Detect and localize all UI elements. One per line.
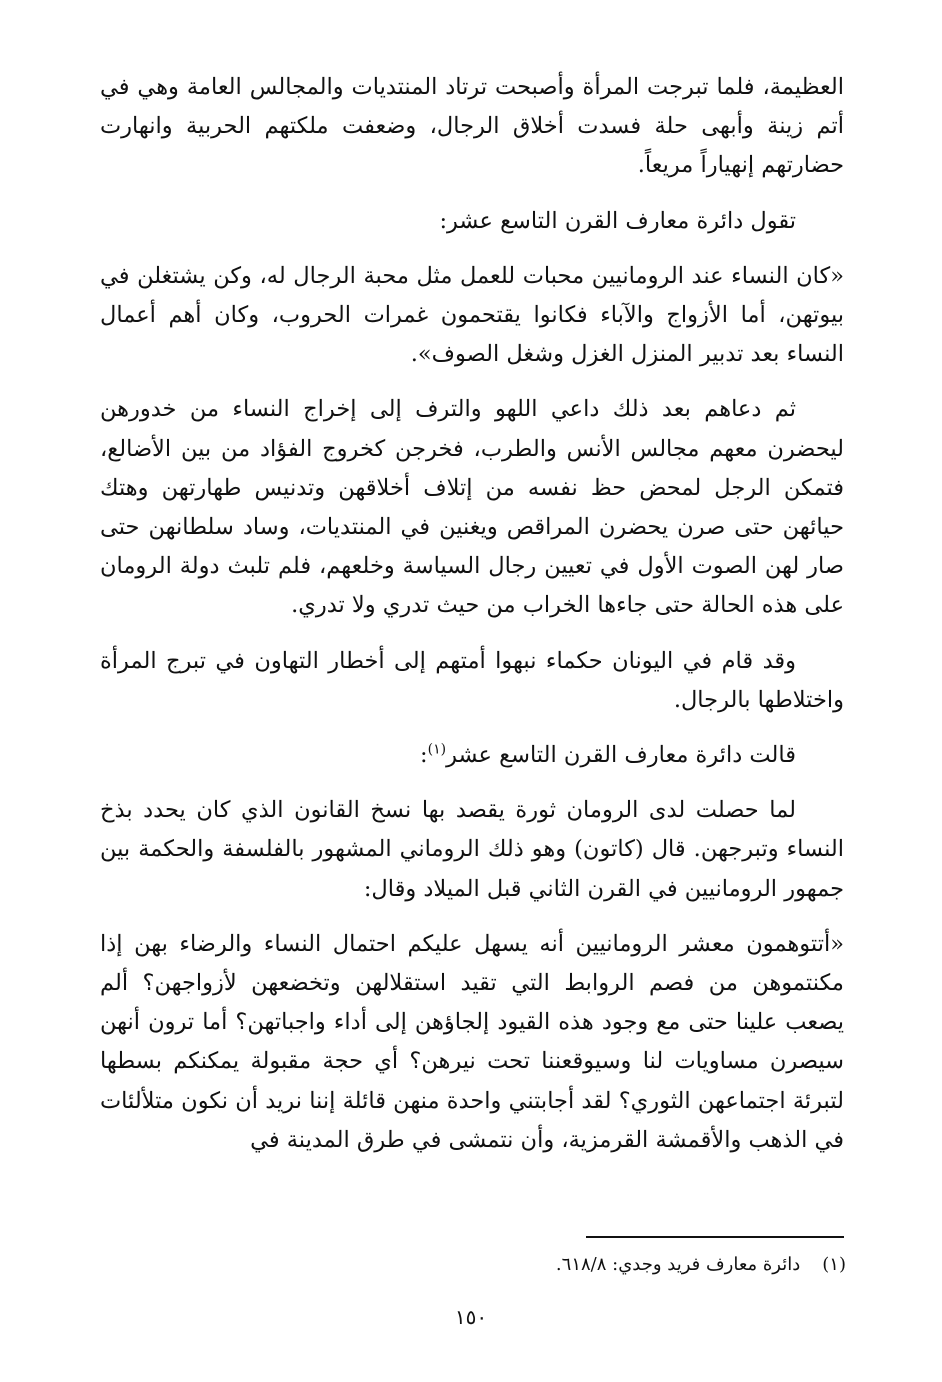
paragraph-8-quote: «أتتوهمون معشر الرومانيين أنه يسهل عليكم احتمال النساء والرضاء بهن إذا مكنتموهن من فصم الروابط التي تقيد استقلالهن وتخضعهن لأزواجهن؟ ألم يصعب علينا حتى مع وجود هذه القيود إلجاؤهن إلى أداء واجباتهن؟ أما ترون أنهن سيصرن مساويات لنا وسيوقعننا تحت نيرهن؟ أي حجة مقبولة يمكنكم بسطها لتبرئة اجتماعهن الثوري؟ لقد أجابتني واحدة منهن قائلة إننا نريد أن نكون متلألئات في الذهب والأقمشة القرمزية، وأن نتمشى في طرق المدينة في xyxy=(100,930,844,1153)
paragraph-2: تقول دائرة معارف القرن التاسع عشر: xyxy=(439,207,796,234)
paragraph-6 xyxy=(100,736,844,775)
paragraph-3-quote: «كان النساء عند الرومانيين محبات للعمل مثل محبة الرجال له، وكن يشتغلن في بيوتهن، أما الأزواج والآباء فكانوا يقتحمون غمرات الحروب، وكان أهم أعمال النساء بعد تدبير المنزل الغزل وشغل الصوف». xyxy=(100,262,844,368)
paragraph-1: العظيمة، فلما تبرجت المرأة وأصبحت ترتاد المنتديات والمجالس العامة وهي في أتم زينة وأبهى حلة فسدت أخلاق الرجال، وضعفت ملكتهم الحربية وانهارت حضارتهم إنهياراً مريعاً. xyxy=(100,74,844,179)
paragraph-6-colon: : xyxy=(420,742,428,769)
footnote xyxy=(100,1250,846,1280)
footnote-text: دائرة معارف فريد وجدي: ٦١٨/٨. xyxy=(555,1254,801,1275)
footnote-number: (١) xyxy=(822,1254,846,1275)
paragraph-5: وقد قام في اليونان حكماء نبهوا أمتهم إلى أخطار التهاون في تبرج المرأة واختلاطها بالرجال. xyxy=(100,647,844,713)
paragraph-6-text: قالت دائرة معارف القرن التاسع عشر xyxy=(446,742,796,769)
footnote-divider xyxy=(586,1236,844,1238)
paragraph-4: ثم دعاهم بعد ذلك داعي اللهو والترف إلى إخراج النساء من خدورهن ليحضرن معهم مجالس الأنس والطرب، فخرجن كخروج الفؤاد من بين الأضالع، فتمكن الرجل لمحض حظ نفسه من إتلاف أخلاقهن وتدنيس طهارتهن وهتك حيائهن حتى صرن يحضرن المراقص ويغنين في المنتديات، وساد سلطانهن حتى صار لهن الصوت الأول في تعيين رجال السياسة وخلعهم، فلم تلبث دولة الرومان على هذه الحالة حتى جاءها الخراب من حيث تدري ولا تدري. xyxy=(100,396,844,619)
paragraph-7: لما حصلت لدى الرومان ثورة يقصد بها نسخ القانون الذي كان يحدد بذخ النساء وتبرجهن. قال (كاتون) وهو ذلك الروماني المشهور بالفلسفة والحكمة بين جمهور الرومانيين في القرن الثاني قبل الميلاد وقال: xyxy=(100,797,844,902)
footnote-reference[interactable]: (١) xyxy=(427,741,447,758)
main-text-block xyxy=(100,68,844,1160)
page-number: ١٥٠ xyxy=(454,1305,488,1329)
